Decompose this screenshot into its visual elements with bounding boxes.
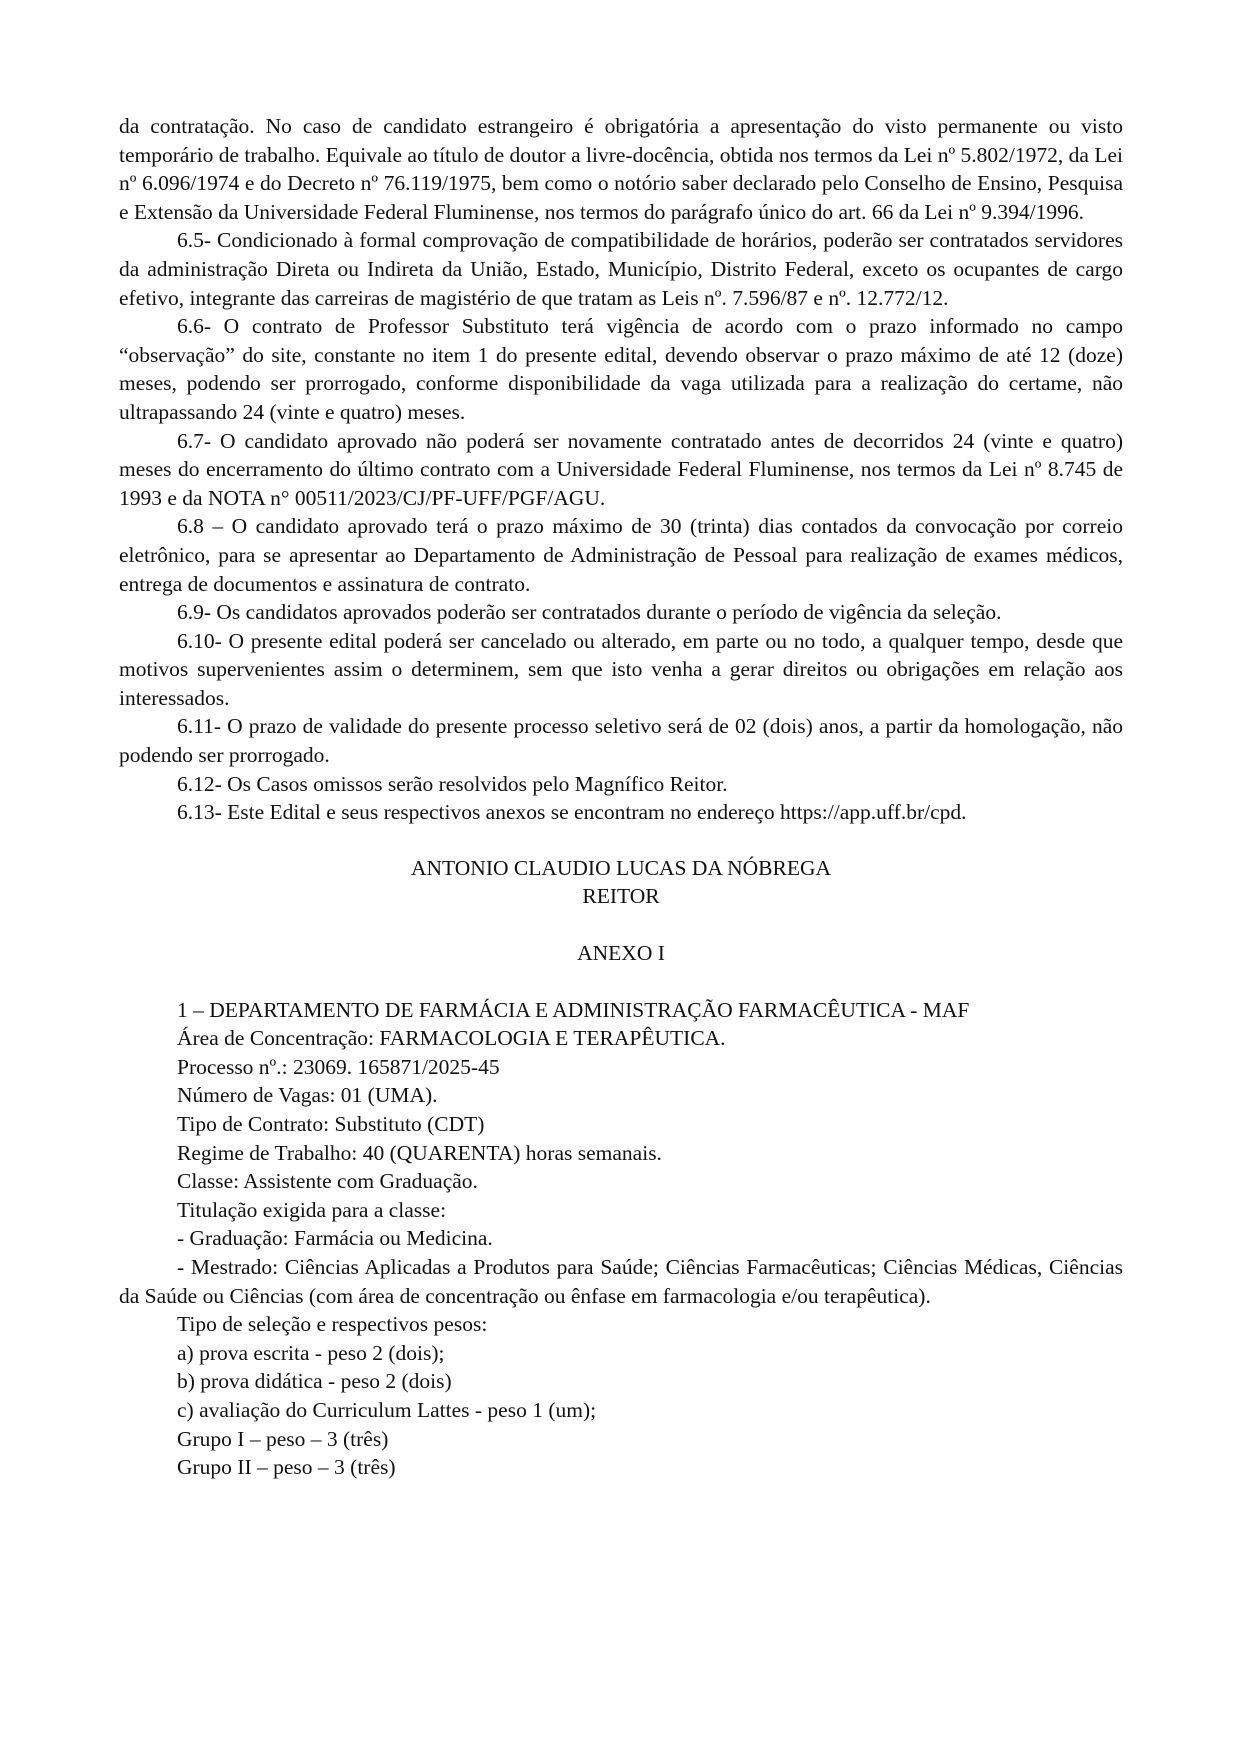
document-page <box>119 112 1123 1482</box>
signature-name: ANTONIO CLAUDIO LUCAS DA NÓBREGA <box>410 855 832 880</box>
annex-line: Número de Vagas: 01 (UMA). <box>177 1083 438 1108</box>
annex-line: Regime de Trabalho: 40 (QUARENTA) horas semanais. <box>177 1140 662 1165</box>
annex-line: Classe: Assistente com Graduação. <box>177 1169 478 1194</box>
annex-title: ANEXO I <box>577 941 665 966</box>
annex-selection-line: Tipo de seleção e respectivos pesos: <box>177 1312 488 1337</box>
paragraph-6-9: 6.9- Os candidatos aprovados poderão ser contratados durante o período de vigência da seleção. <box>177 600 1002 625</box>
annex-line: Tipo de Contrato: Substituto (CDT) <box>177 1112 485 1136</box>
paragraph-6-12: 6.12- Os Casos omissos serão resolvidos pelo Magnífico Reitor. <box>177 771 728 796</box>
annex-line: 1 – DEPARTAMENTO DE FARMÁCIA E ADMINISTRAÇÃO FARMACÊUTICA - MAF <box>177 997 970 1022</box>
paragraph-6-13: 6.13- Este Edital e seus respectivos anexos se encontram no endereço https://app.uff.br/cpd. <box>177 800 967 825</box>
annex-selection-line: c) avaliação do Curriculum Lattes - peso 1 (um); <box>177 1397 597 1422</box>
annex-selection-line: b) prova didática - peso 2 (dois) <box>177 1369 452 1394</box>
paragraph-6-7: 6.7- O candidato aprovado não poderá ser novamente contratado antes de decorridos 24 (vinte e quatro) meses do encerramento do último contrato com a Universidade Federal Fluminense, nos termos da Lei nº 8.745 de 1993 e da NOTA n° 00511/2023/CJ/PF-UFF/PGF/AGU. <box>119 428 1123 510</box>
paragraph-6-11: 6.11- O prazo de validade do presente processo seletivo será de 02 (dois) anos, a partir da homologação, não podendo ser prorrogado. <box>119 714 1123 768</box>
annex-selection-line: a) prova escrita - peso 2 (dois); <box>177 1340 445 1365</box>
paragraph-6-8: 6.8 – O candidato aprovado terá o prazo máximo de 30 (trinta) dias contados da convocação por correio eletrônico, para se apresentar ao Departamento de Administração de Pessoal para realização de exames médicos, entrega de documentos e assinatura de contrato. <box>119 514 1123 596</box>
annex-selection-line: Grupo I – peso – 3 (três) <box>177 1426 389 1451</box>
annex-line: - Graduação: Farmácia ou Medicina. <box>177 1226 493 1251</box>
annex-selection-line: Grupo II – peso – 3 (três) <box>177 1455 396 1480</box>
signature-role: REITOR <box>582 884 660 909</box>
annex-line: Titulação exigida para a classe: <box>177 1197 447 1222</box>
paragraph-6-5: 6.5- Condicionado à formal comprovação de compatibilidade de horários, poderão ser contratados servidores da administração Direta ou Indireta da União, Estado, Município, Distrito Federal, exceto os ocupantes de cargo efetivo, integrante das carreiras de magistério de que tratam as Leis nº. 7.596/87 e nº. 12.772/12. <box>119 228 1123 310</box>
paragraph-6-6: 6.6- O contrato de Professor Substituto terá vigência de acordo com o prazo informado no campo “observação” do site, constante no item 1 do presente edital, devendo observar o prazo máximo de até 12 (doze) meses, podendo ser prorrogado, conforme disponibilidade da vaga utilizada para a realização do certame, não ultrapassando 24 (vinte e quatro) meses. <box>119 314 1123 424</box>
paragraph-6-10: 6.10- O presente edital poderá ser cancelado ou alterado, em parte ou no todo, a qualquer tempo, desde que motivos supervenientes assim o determinem, sem que isto venha a gerar direitos ou obrigações em relação aos interessados. <box>119 628 1123 710</box>
annex-line: Processo nº.: 23069. 165871/2025-45 <box>177 1054 500 1079</box>
annex-mestrado: - Mestrado: Ciências Aplicadas a Produtos para Saúde; Ciências Farmacêuticas; Ciências Médicas, Ciências da Saúde ou Ciências (com área de concentração ou ênfase em farmacologia e/ou terapêutica). <box>119 1254 1123 1308</box>
annex-line: Área de Concentração: FARMACOLOGIA E TERAPÊUTICA. <box>177 1026 726 1051</box>
signature-block <box>119 854 1123 911</box>
annex-details <box>119 996 1123 1482</box>
paragraph-continuation: da contratação. No caso de candidato estrangeiro é obrigatória a apresentação do visto permanente ou visto temporário de trabalho. Equivale ao título de doutor a livre-docência, obtida nos termos da Lei nº 5.802/1972, da Lei nº 6.096/1974 e do Decreto nº 76.119/1975, bem como o notório saber declarado pelo Conselho de Ensino, Pesquisa e Extensão da Universidade Federal Fluminense, nos termos do parágrafo único do art. 66 da Lei nº 9.394/1996. <box>119 114 1123 224</box>
